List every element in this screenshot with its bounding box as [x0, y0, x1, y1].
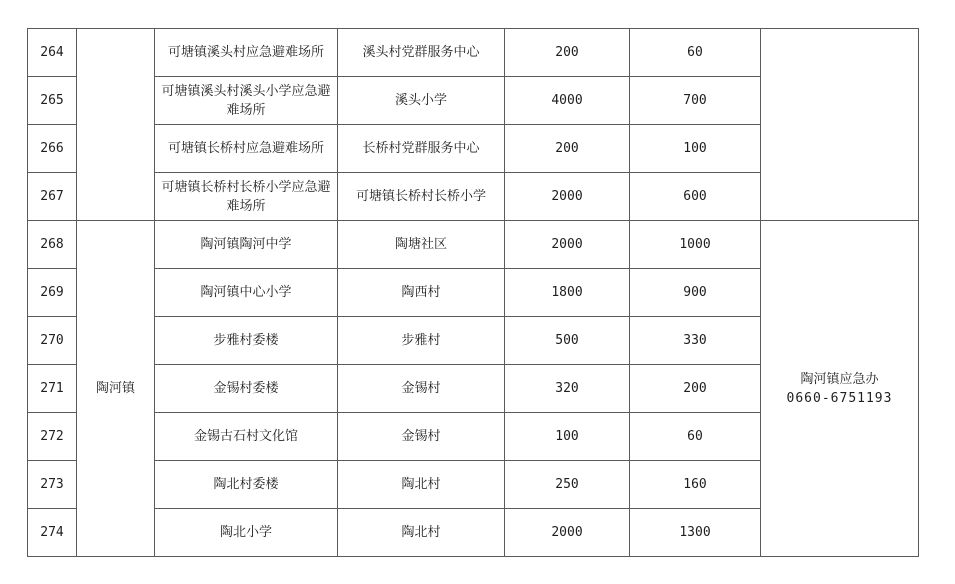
shelter-capacity: 100	[630, 125, 761, 173]
shelter-location: 可塘镇长桥村长桥小学	[338, 173, 505, 221]
shelter-capacity: 60	[630, 413, 761, 461]
row-number: 268	[28, 221, 77, 269]
shelter-capacity: 600	[630, 173, 761, 221]
row-number: 270	[28, 317, 77, 365]
shelter-area: 200	[505, 125, 630, 173]
shelter-location: 步雅村	[338, 317, 505, 365]
town-cell-empty	[77, 29, 155, 221]
shelter-area: 200	[505, 29, 630, 77]
shelter-location: 陶塘社区	[338, 221, 505, 269]
contact-name: 陶河镇应急办	[800, 371, 879, 387]
shelter-location: 陶北村	[338, 461, 505, 509]
table-row	[28, 29, 919, 77]
shelter-capacity: 900	[630, 269, 761, 317]
row-number: 271	[28, 365, 77, 413]
shelter-area: 2000	[505, 509, 630, 557]
shelter-capacity: 1000	[630, 221, 761, 269]
shelter-capacity: 200	[630, 365, 761, 413]
shelter-name: 陶北村委楼	[155, 461, 338, 509]
shelter-location: 长桥村党群服务中心	[338, 125, 505, 173]
row-number: 264	[28, 29, 77, 77]
shelter-name: 可塘镇长桥村长桥小学应急避难场所	[155, 173, 338, 221]
shelter-location: 溪头小学	[338, 77, 505, 125]
shelter-location: 金锡村	[338, 413, 505, 461]
contact-cell-empty	[761, 29, 919, 221]
town-cell: 陶河镇	[77, 221, 155, 557]
row-number: 272	[28, 413, 77, 461]
shelter-location: 溪头村党群服务中心	[338, 29, 505, 77]
shelter-capacity: 160	[630, 461, 761, 509]
shelter-location: 陶北村	[338, 509, 505, 557]
shelter-name: 陶河镇陶河中学	[155, 221, 338, 269]
shelter-area: 320	[505, 365, 630, 413]
row-number: 274	[28, 509, 77, 557]
shelter-name: 可塘镇长桥村应急避难场所	[155, 125, 338, 173]
shelter-capacity: 1300	[630, 509, 761, 557]
contact-cell	[761, 221, 919, 557]
shelter-table	[27, 28, 919, 557]
shelter-area: 100	[505, 413, 630, 461]
shelter-area: 250	[505, 461, 630, 509]
row-number: 269	[28, 269, 77, 317]
shelter-area: 500	[505, 317, 630, 365]
row-number: 265	[28, 77, 77, 125]
row-number: 267	[28, 173, 77, 221]
shelter-location: 陶西村	[338, 269, 505, 317]
shelter-area: 1800	[505, 269, 630, 317]
table-row	[28, 221, 919, 269]
shelter-area: 4000	[505, 77, 630, 125]
shelter-name: 金锡村委楼	[155, 365, 338, 413]
shelter-capacity: 60	[630, 29, 761, 77]
shelter-location: 金锡村	[338, 365, 505, 413]
shelter-name: 可塘镇溪头村溪头小学应急避难场所	[155, 77, 338, 125]
shelter-name: 可塘镇溪头村应急避难场所	[155, 29, 338, 77]
shelter-name: 陶河镇中心小学	[155, 269, 338, 317]
shelter-capacity: 330	[630, 317, 761, 365]
shelter-area: 2000	[505, 221, 630, 269]
shelter-capacity: 700	[630, 77, 761, 125]
contact-phone: 0660-6751193	[786, 390, 893, 406]
row-number: 273	[28, 461, 77, 509]
shelter-name: 金锡古石村文化馆	[155, 413, 338, 461]
shelter-name: 步雅村委楼	[155, 317, 338, 365]
shelter-name: 陶北小学	[155, 509, 338, 557]
shelter-area: 2000	[505, 173, 630, 221]
row-number: 266	[28, 125, 77, 173]
